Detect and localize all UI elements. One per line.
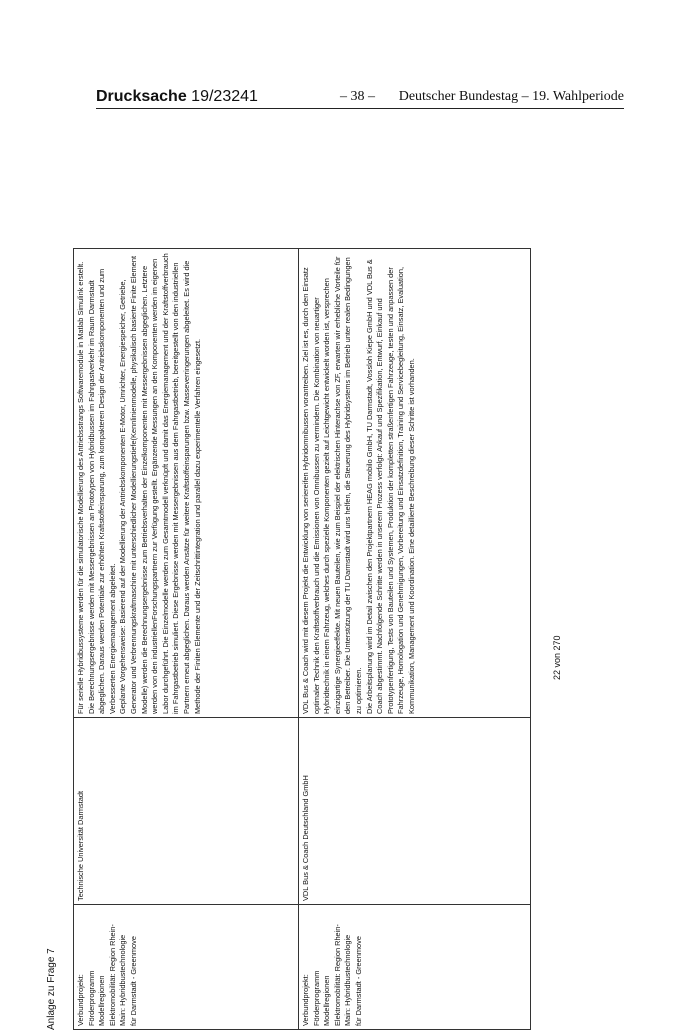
project-line: für Darmstadt - Greenmove <box>128 936 138 1026</box>
institution-name: VDL Bus & Coach Deutschland GmbH <box>301 775 310 901</box>
description-paragraph: Geplante Vorgehensweise: Basierend auf der Modellierung der Antriebskomponenten E-Motor, Umrichter, Energiespeicher, Getriebe, Generator und Verbrennungskraftmaschine mit unterschiedlicher Modellierungstiefe(Kennlinienmodelle, physikalisch basierte Finite Element Modelle) werden die Berechnungsergebnisse zum Betriebsverhalten der Einzelkomponenten mit Messergebnissen abgeglichen. Letztere werden von den industriellenForschungspartnern zur Verfügung gestellt. Ergänzende Messungen an den Komponenten werden im eigenen Labor durchgeführt. Die Einzelmodelle werden zum Gesamtmodell verknüpft und damit das Energiemanagement und der Kraftstoffverbrauch im Fahrgastbetrieb simuliert. Diese Ergebnisse werden mit Messergebnissen aus dem Fahrgastbetrieb, bereitgestellt von den industriellen Partnern erneut abgeglichen. Daraus werden Ansätze für weitere Kraftstoffeinsparungen bzw. Masseverringerungen abgeleitet. Es wird die Methode der Finiten Elemente und der Zeitschrittintegration und parallel dazu experimentelle Verfahren eingesetzt. <box>118 253 202 714</box>
institution-cell <box>74 718 299 905</box>
table-row <box>74 249 299 1030</box>
rotated-annex <box>46 253 566 1030</box>
doc-type: Drucksache <box>96 88 187 105</box>
project-line: Elektromobilität: Region Rhein- <box>332 924 342 1026</box>
project-line: Modellregionen <box>322 975 332 1026</box>
institution-name: Technische Universität Darmstadt <box>76 790 85 901</box>
doc-number: 19/23241 <box>191 88 258 105</box>
project-cell <box>74 905 299 1030</box>
publisher: Deutscher Bundestag – 19. Wahlperiode <box>398 89 624 104</box>
description-paragraph: Für serielle Hybridbussysteme werden für die simulatorische Modellierung des Antriebsstrangs Softwaremodule in Matlab Simulink erstellt. Die Berechnungsergebnisse werden mit Messergebnissen an Prototypen von Hybridbussen im Fahrgastverkehr im Raum Darmstadt abgeglichen. Daraus werden Potentiale zur erhöhten Kraftstoffeinsparung, zum kompakteren Design der Antriebskomponenten und zum Verbesserten Energiemanagement abgeleitet. <box>76 261 117 714</box>
project-line: Verbundprojekt: <box>76 974 85 1026</box>
project-table <box>73 248 531 1030</box>
description-cell <box>74 249 299 718</box>
project-line: Förderprogramm <box>86 970 96 1026</box>
project-line: Elektromobilität: Region Rhein- <box>107 924 117 1026</box>
project-line: Förderprogramm <box>311 970 321 1026</box>
project-line: Verbundprojekt: <box>301 974 310 1026</box>
project-line: Main: Hybridbustechnologie <box>118 934 128 1026</box>
page-marker: – 38 – <box>340 89 375 104</box>
table-row <box>299 249 531 1030</box>
annex-label: Anlage zu Frage 7 <box>46 948 57 1030</box>
header-rule <box>96 108 624 109</box>
institution-cell <box>299 718 531 905</box>
project-line: Main: Hybridbustechnologie <box>343 934 353 1026</box>
description-paragraph: VDL Bus & Coach wird mit diesem Projekt die Entwicklung von seriereifen Hybridomnibussen vorantreiben. Ziel ist es, durch den Einsatz optimaler Technik den Kraftstoffverbrauch und die Emissionen von Omnibussen zu vermindern. Die Kombination von neuartiger Hybridtechnik in einem Fahrzeug, welches durch spezielle Komponenten gezielt auf Leichtgewicht entwickelt worden ist, versprechen einzigartige Synergieeffekte. Mit neuen Bauteilen, wie zum Beispiel der elektrischen Hinterachse von ZF, erwarten wir erhebliche Vorteile für den Betreiber. Die Unterstützung der TU Darmstadt wird uns helfen, die Steuerung des Hybridsystems im Betrieb unter realen Bedingungen zu optimieren. <box>301 256 363 714</box>
description-paragraph: Die Arbeitsplanung wird im Detail zwischen den Projektpartnern HEAG mobilo GmbH, TU Darmstadt, Vossloh Kiepe GmbH und VDL Bus & Coach abgestimmt. Nachfolgende Schritte werden in unserem Prozess verfolgt: Ankauf und Spezifikation, Entwurf, Einkauf und Prototypenfertigung, Tests von Bauteilen und Systemen, Produktion der kompletten straßenfertigen Fahrzeuge, testen und anpassen der Fahrzeuge, Homologation und Genehmigungen, Vorbereitung und Einsatzdefinition, Training und Servicebegleitung, Einsatz, Evaluation, Kommunikation, Management und Koordination. Eine detaillierte Beschreibung dieser Schritte ist vorhanden. <box>364 259 416 714</box>
project-line: für Darmstadt - Greenmove <box>353 936 363 1026</box>
project-cell <box>299 905 531 1030</box>
project-line: Modellregionen <box>97 975 107 1026</box>
page-count: 22 von 270 <box>552 635 562 680</box>
description-cell <box>299 249 531 718</box>
page-header <box>96 88 624 108</box>
document-number <box>96 88 258 106</box>
